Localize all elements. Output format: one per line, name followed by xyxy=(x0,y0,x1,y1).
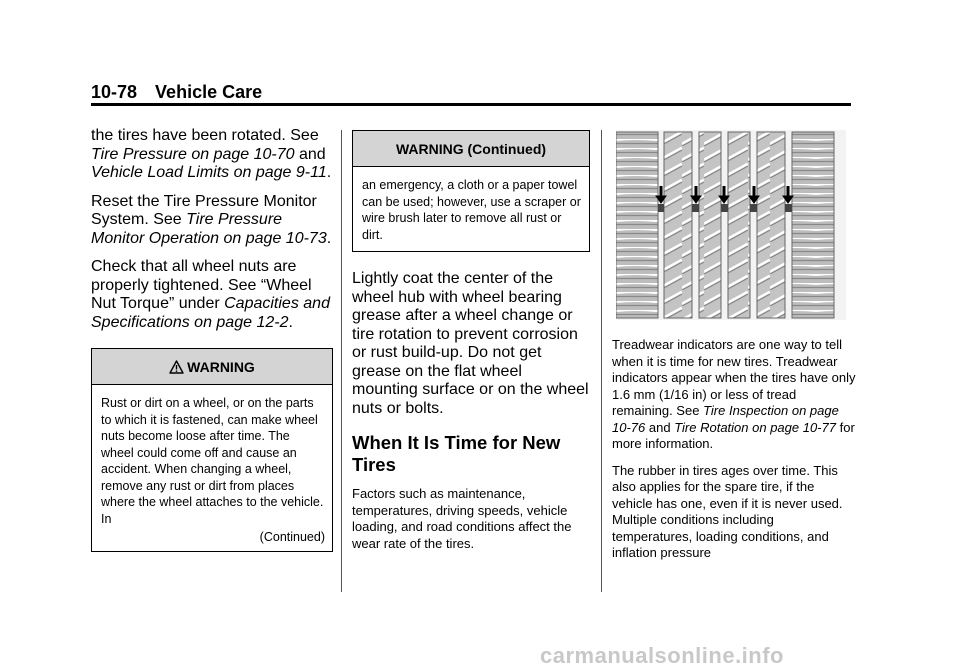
column-2 xyxy=(352,130,590,562)
paragraph: Reset the Tire Pressure Monitor System. See Tire Pressure Monitor Operation on page 10-73. xyxy=(91,192,332,247)
warning-box-continued xyxy=(352,130,590,252)
cross-reference-link[interactable]: Tire Pressure Monitor Operation on page 10-73 xyxy=(91,211,327,247)
continued-label: (Continued) xyxy=(259,530,325,544)
cross-reference-link[interactable]: Tire Inspection on page 10-76 xyxy=(612,403,839,435)
warning-header xyxy=(92,349,332,385)
paragraph: Factors such as maintenance, temperatures, driving speeds, vehicle loading, and road conditions affect the wear rate of the tires. xyxy=(352,486,572,551)
warning-title: WARNING xyxy=(187,359,255,375)
column-3 xyxy=(612,130,857,572)
section-title: Vehicle Care xyxy=(155,82,263,102)
cross-reference-link[interactable]: Tire Rotation on page 10-77 xyxy=(674,419,836,435)
paragraph: Lightly coat the center of the wheel hub with wheel bearing grease after a wheel change or tire rotation to prevent corrosion or rust build-up. Do not get grease on the flat wheel mounting surface or on the wheel nuts or bolts. xyxy=(352,270,589,417)
cross-reference-link[interactable]: Vehicle Load Limits on page 9-11 xyxy=(91,164,327,181)
warning-body: an emergency, a cloth or a paper towel can be used; however, use a scraper or wire brush later to remove all rust or dirt. xyxy=(362,178,581,242)
warning-header: WARNING (Continued) xyxy=(353,131,589,167)
paragraph: Treadwear indicators are one way to tell when it is time for new tires. Treadwear indicators appear when the tires have only 1.6 mm (1/16 in) or less of tread remaining. See Tire Inspection on page 10-76 and Tire Rotation on page 10-77 for more information. xyxy=(612,337,856,451)
page-header xyxy=(91,82,262,103)
cross-reference-link[interactable]: Capacities and Specifications on page 12-2 xyxy=(91,295,330,331)
watermark: carmanualsonline.info xyxy=(540,643,784,668)
paragraph: Check that all wheel nuts are properly tightened. See “Wheel Nut Torque” under Capacities and Specifications on page 12-2. xyxy=(91,258,330,331)
paragraph: the tires have been rotated. See Tire Pressure on page 10-70 and Vehicle Load Limits on page 9-11. xyxy=(91,127,332,181)
paragraph: The rubber in tires ages over time. This also applies for the spare tire, if the vehicle has one, even if it is never used. Multiple conditions including temperatures, loading conditions, and inflation pressure xyxy=(612,462,843,560)
section-heading: When It Is Time for New Tires xyxy=(352,432,561,475)
warning-box xyxy=(91,348,333,552)
warning-body: Rust or dirt on a wheel, or on the parts to which it is fastened, can make wheel nuts become loose after time. The wheel could come off and cause an accident. When changing a wheel, remove any rust or dirt from places where the wheel attaches to the vehicle. In (Continued) xyxy=(101,396,325,544)
column-divider xyxy=(601,130,602,592)
warning-triangle-icon xyxy=(169,360,184,374)
treadwear-indicator-illustration xyxy=(616,130,846,320)
column-divider xyxy=(341,130,342,592)
page-number: 10-78 xyxy=(91,82,138,102)
cross-reference-link[interactable]: Tire Pressure on page 10-70 xyxy=(91,145,295,163)
header-rule xyxy=(91,103,851,106)
column-1 xyxy=(91,127,333,552)
